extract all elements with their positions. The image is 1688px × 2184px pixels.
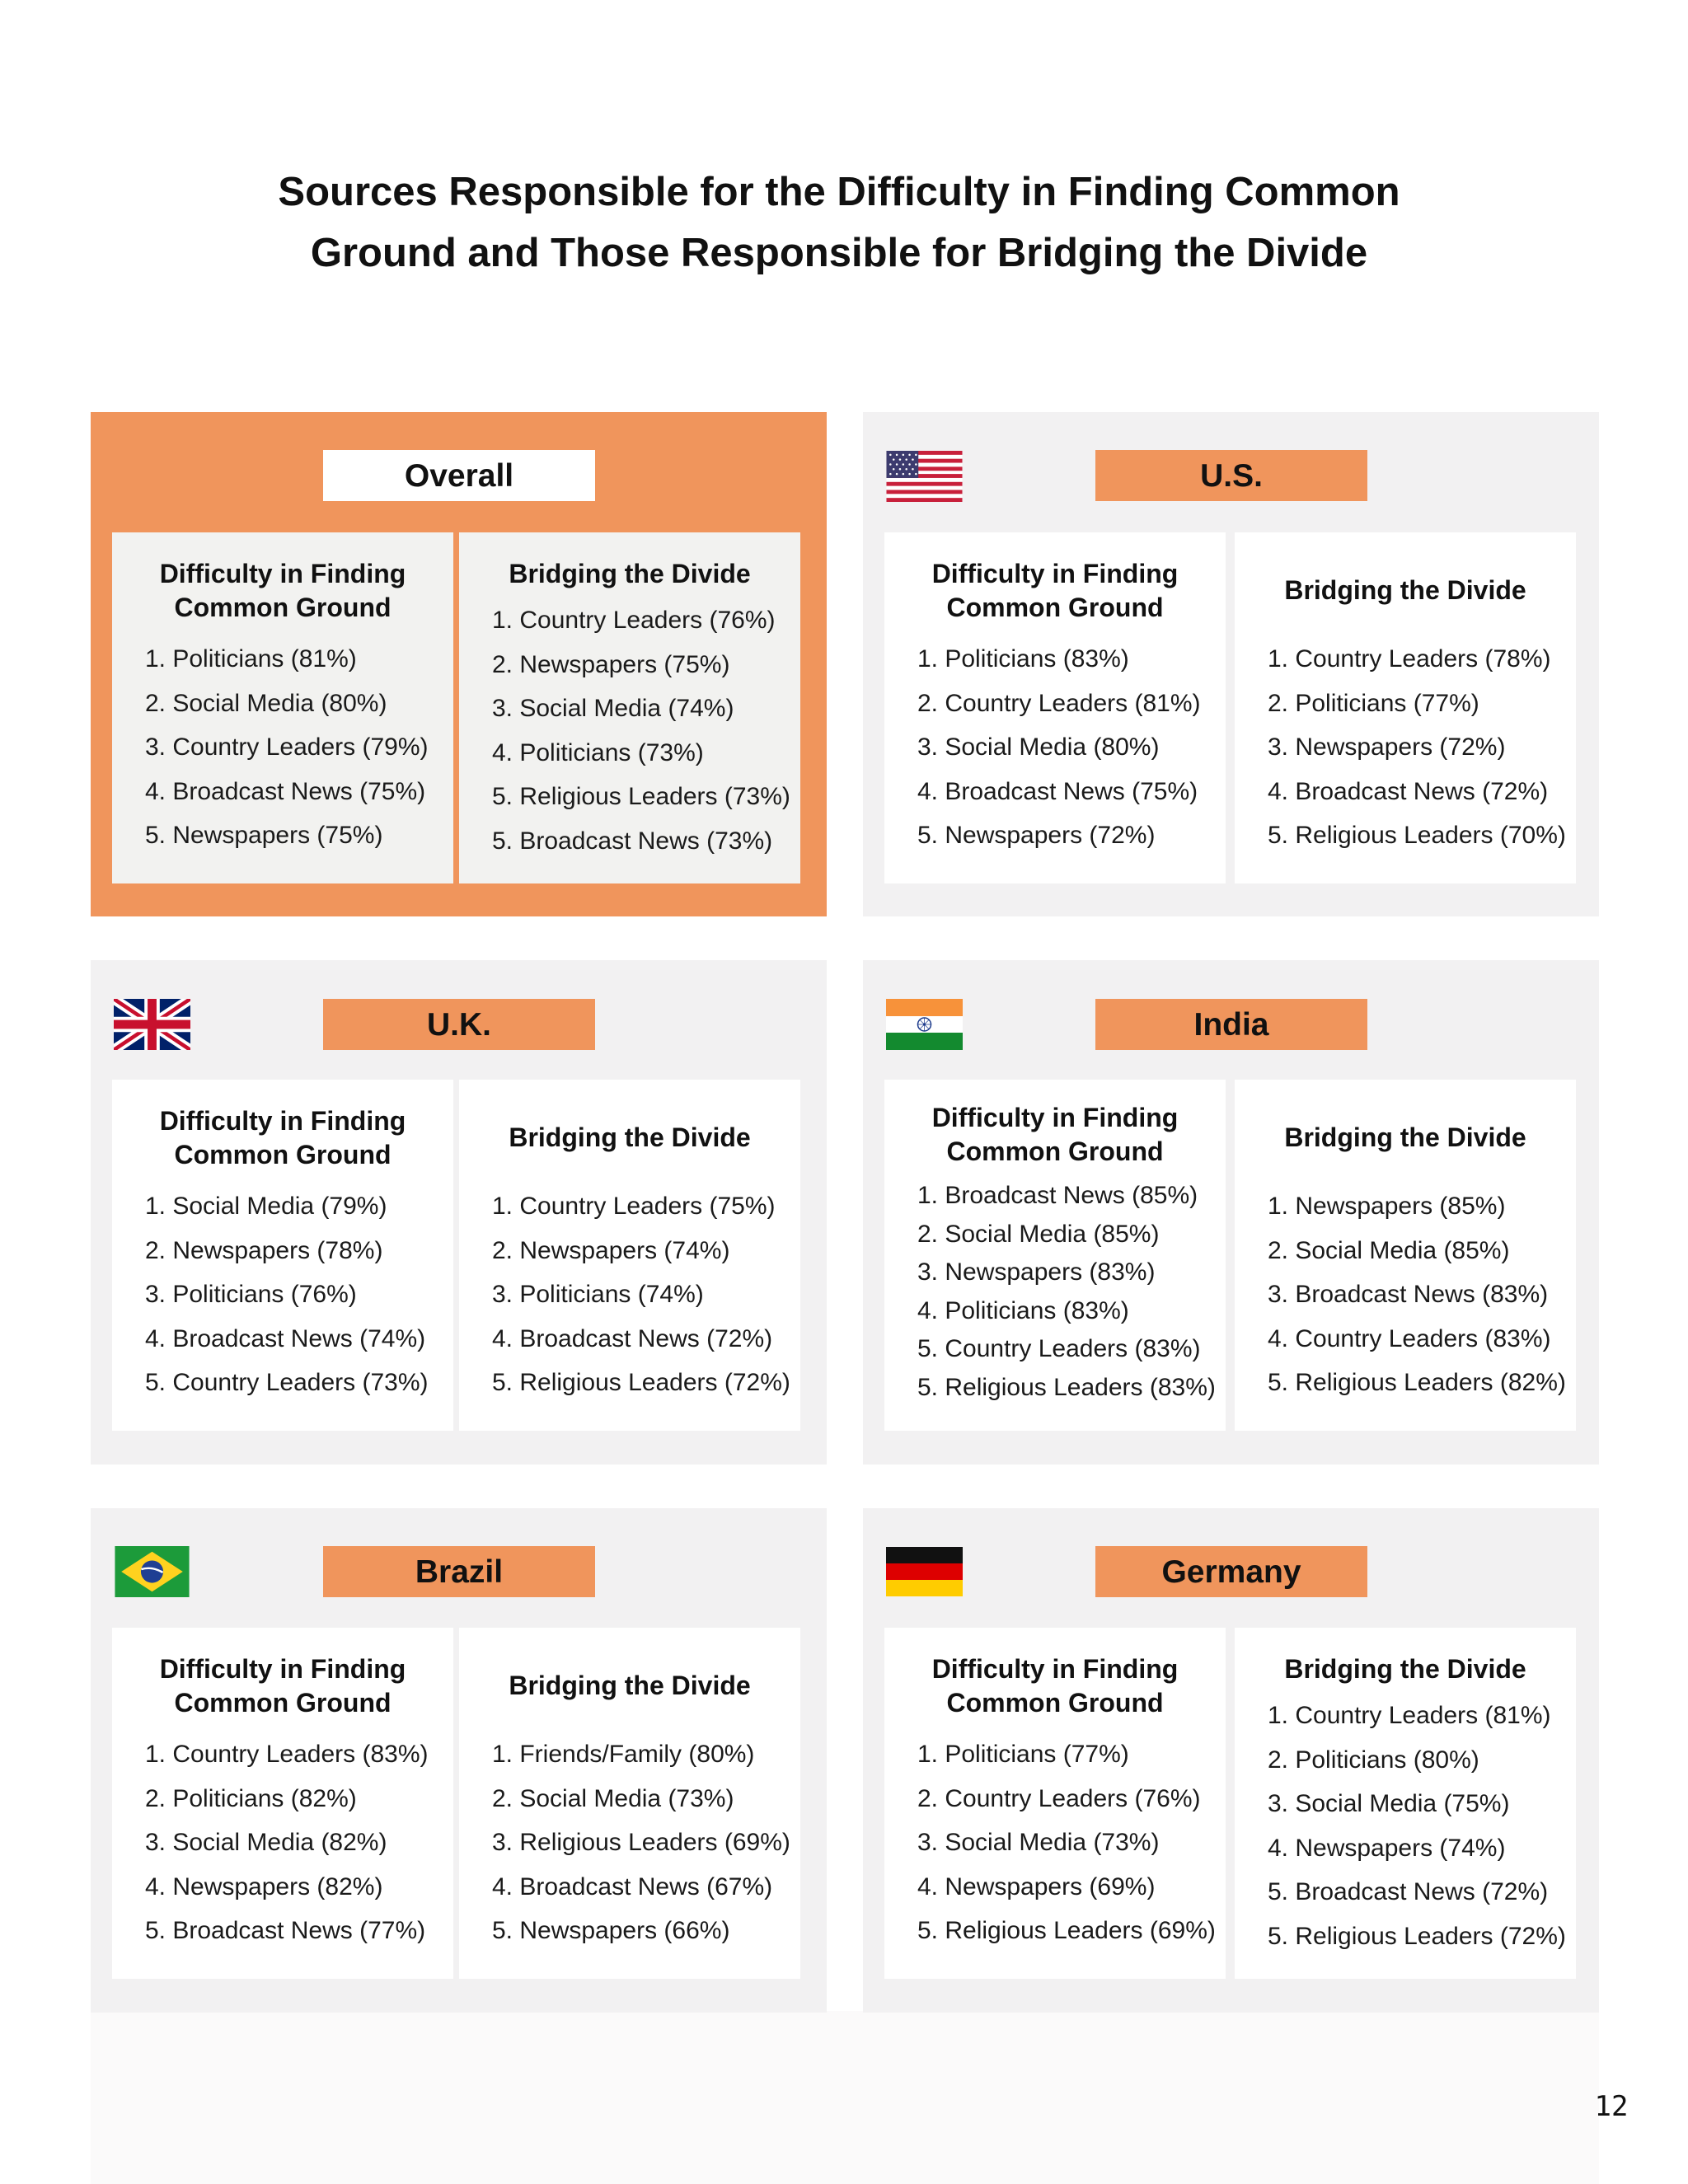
list-item: 3. Social Media (73%) <box>917 1829 1160 1856</box>
difficulty-heading-line-1: Difficulty in Finding <box>159 1654 406 1684</box>
uk-bridging-card <box>459 1080 800 1431</box>
list-item: 3. Religious Leaders (69%) <box>492 1829 790 1856</box>
difficulty-heading-line-2: Common Ground <box>174 593 392 622</box>
list-item: 3. Politicians (74%) <box>492 1281 704 1308</box>
label-uk: U.K. <box>323 999 595 1050</box>
panel-overall <box>91 412 827 916</box>
india-flag-icon <box>886 999 963 1050</box>
germany-bridging-list <box>1268 1694 1566 1958</box>
difficulty-heading-line-1: Difficulty in Finding <box>931 1654 1179 1684</box>
overall-difficulty-card <box>112 532 453 883</box>
panel-india <box>863 960 1599 1465</box>
list-item: 1. Country Leaders (76%) <box>492 607 776 634</box>
list-item: 2. Social Media (85%) <box>1268 1236 1510 1264</box>
india-bridging-card <box>1235 1080 1576 1431</box>
bridging-heading: Bridging the Divide <box>1284 575 1526 605</box>
bridging-heading: Bridging the Divide <box>509 1671 751 1700</box>
list-item: 5. Religious Leaders (82%) <box>1268 1369 1566 1396</box>
germany-difficulty-card <box>884 1628 1226 1979</box>
india-difficulty-list <box>917 1177 1216 1407</box>
page-title <box>0 162 1678 284</box>
list-item: 5. Religious Leaders (72%) <box>492 1369 790 1396</box>
list-item: 1. Politicians (77%) <box>917 1741 1129 1768</box>
panel-germany <box>863 1508 1599 2013</box>
list-item: 1. Country Leaders (83%) <box>145 1741 429 1768</box>
brazil-difficulty-card <box>112 1628 453 1979</box>
label-germany: Germany <box>1095 1546 1367 1597</box>
uk-difficulty-card <box>112 1080 453 1431</box>
label-overall: Overall <box>323 450 595 501</box>
list-item: 4. Broadcast News (72%) <box>492 1324 773 1352</box>
list-item: 2. Country Leaders (81%) <box>917 689 1201 717</box>
page-number: 12 <box>1594 2090 1629 2123</box>
list-item: 1. Friends/Family (80%) <box>492 1741 755 1768</box>
page-title-line-2: Ground and Those Responsible for Bridging the Divide <box>310 231 1368 275</box>
list-item: 3. Social Media (80%) <box>917 733 1160 761</box>
uk-bridging-list <box>492 1184 790 1405</box>
us-bridging-list <box>1268 637 1566 858</box>
germany-bridging-card <box>1235 1628 1576 1979</box>
difficulty-heading-line-2: Common Ground <box>946 593 1164 622</box>
list-item: 2. Social Media (80%) <box>145 689 387 717</box>
list-item: 5. Broadcast News (77%) <box>145 1917 426 1944</box>
list-item: 4. Broadcast News (67%) <box>492 1872 773 1900</box>
label-india: India <box>1095 999 1367 1050</box>
difficulty-heading-line-2: Common Ground <box>174 1140 392 1169</box>
list-item: 5. Religious Leaders (72%) <box>1268 1922 1566 1950</box>
list-item: 3. Politicians (76%) <box>145 1281 357 1308</box>
list-item: 5. Newspapers (66%) <box>492 1917 730 1944</box>
list-item: 1. Politicians (83%) <box>917 645 1129 673</box>
list-item: 2. Social Media (85%) <box>917 1220 1160 1248</box>
list-item: 5. Broadcast News (73%) <box>492 827 773 855</box>
bridging-heading: Bridging the Divide <box>509 1122 751 1152</box>
us-difficulty-card <box>884 532 1226 883</box>
list-item: 2. Newspapers (75%) <box>492 650 730 678</box>
list-item: 4. Country Leaders (83%) <box>1268 1324 1551 1352</box>
list-item: 1. Country Leaders (78%) <box>1268 645 1551 673</box>
list-item: 5. Country Leaders (73%) <box>145 1369 429 1396</box>
bridging-heading: Bridging the Divide <box>1284 1654 1526 1684</box>
label-brazil: Brazil <box>323 1546 595 1597</box>
list-item: 4. Broadcast News (75%) <box>917 777 1198 805</box>
india-bridging-list <box>1268 1184 1566 1405</box>
difficulty-heading <box>112 1652 453 1720</box>
list-item: 3. Country Leaders (79%) <box>145 733 429 761</box>
difficulty-heading-line-1: Difficulty in Finding <box>159 559 406 588</box>
difficulty-heading-line-1: Difficulty in Finding <box>931 1103 1179 1132</box>
list-item: 4. Broadcast News (74%) <box>145 1324 426 1352</box>
list-item: 5. Newspapers (75%) <box>145 822 383 849</box>
brazil-bridging-card <box>459 1628 800 1979</box>
list-item: 4. Broadcast News (75%) <box>145 777 426 805</box>
panel-uk <box>91 960 827 1465</box>
difficulty-heading-line-2: Common Ground <box>946 1137 1164 1166</box>
bridging-heading: Bridging the Divide <box>1284 1122 1526 1152</box>
list-item: 5. Country Leaders (83%) <box>917 1335 1201 1362</box>
difficulty-heading-line-2: Common Ground <box>174 1688 392 1718</box>
list-item: 5. Religious Leaders (73%) <box>492 783 790 810</box>
list-item: 2. Social Media (73%) <box>492 1784 734 1812</box>
germany-flag-icon <box>886 1546 963 1597</box>
list-item: 1. Country Leaders (75%) <box>492 1193 776 1220</box>
list-item: 1. Social Media (79%) <box>145 1193 387 1220</box>
us-flag-icon <box>886 451 963 502</box>
list-item: 2. Politicians (77%) <box>1268 689 1479 717</box>
difficulty-heading-line-1: Difficulty in Finding <box>931 559 1179 588</box>
page-bottom-tint <box>91 2011 1599 2184</box>
bridging-heading: Bridging the Divide <box>509 559 751 588</box>
list-item: 5. Newspapers (72%) <box>917 822 1156 849</box>
overall-difficulty-list <box>145 637 429 858</box>
list-item: 3. Social Media (82%) <box>145 1829 387 1856</box>
list-item: 2. Newspapers (74%) <box>492 1236 730 1264</box>
list-item: 5. Broadcast News (72%) <box>1268 1878 1549 1905</box>
germany-difficulty-list <box>917 1732 1216 1953</box>
difficulty-heading <box>112 557 453 625</box>
list-item: 3. Newspapers (83%) <box>917 1258 1156 1286</box>
list-item: 5. Religious Leaders (69%) <box>917 1917 1216 1944</box>
list-item: 5. Religious Leaders (70%) <box>1268 822 1566 849</box>
list-item: 1. Newspapers (85%) <box>1268 1193 1506 1220</box>
list-item: 3. Social Media (75%) <box>1268 1790 1510 1817</box>
overall-bridging-card <box>459 532 800 883</box>
list-item: 4. Newspapers (69%) <box>917 1872 1156 1900</box>
page-title-line-1: Sources Responsible for the Difficulty in Finding Common <box>278 170 1400 214</box>
brazil-flag-icon <box>114 1546 190 1597</box>
list-item: 2. Country Leaders (76%) <box>917 1784 1201 1812</box>
difficulty-heading <box>884 1652 1226 1720</box>
overall-bridging-list <box>492 598 790 863</box>
list-item: 2. Newspapers (78%) <box>145 1236 383 1264</box>
list-item: 4. Broadcast News (72%) <box>1268 777 1549 805</box>
india-difficulty-card <box>884 1080 1226 1431</box>
list-item: 3. Newspapers (72%) <box>1268 733 1506 761</box>
panel-brazil <box>91 1508 827 2013</box>
us-bridging-card <box>1235 532 1576 883</box>
list-item: 3. Broadcast News (83%) <box>1268 1281 1549 1308</box>
difficulty-heading-line-1: Difficulty in Finding <box>159 1106 406 1136</box>
difficulty-heading <box>112 1104 453 1172</box>
difficulty-heading <box>884 557 1226 625</box>
list-item: 2. Politicians (82%) <box>145 1784 357 1812</box>
difficulty-heading-line-2: Common Ground <box>946 1688 1164 1718</box>
label-us: U.S. <box>1095 450 1367 501</box>
difficulty-heading <box>884 1101 1226 1169</box>
list-item: 4. Politicians (83%) <box>917 1296 1129 1324</box>
list-item: 3. Social Media (74%) <box>492 695 734 722</box>
brazil-difficulty-list <box>145 1732 429 1953</box>
us-difficulty-list <box>917 637 1201 858</box>
panel-us <box>863 412 1599 916</box>
list-item: 2. Politicians (80%) <box>1268 1746 1479 1774</box>
list-item: 4. Newspapers (74%) <box>1268 1834 1506 1862</box>
brazil-bridging-list <box>492 1732 790 1953</box>
list-item: 1. Politicians (81%) <box>145 645 357 673</box>
uk-flag-icon <box>114 999 190 1050</box>
list-item: 1. Broadcast News (85%) <box>917 1182 1198 1209</box>
list-item: 1. Country Leaders (81%) <box>1268 1702 1551 1729</box>
list-item: 4. Newspapers (82%) <box>145 1872 383 1900</box>
list-item: 4. Politicians (73%) <box>492 738 704 766</box>
uk-difficulty-list <box>145 1184 429 1405</box>
list-item: 5. Religious Leaders (83%) <box>917 1373 1216 1401</box>
